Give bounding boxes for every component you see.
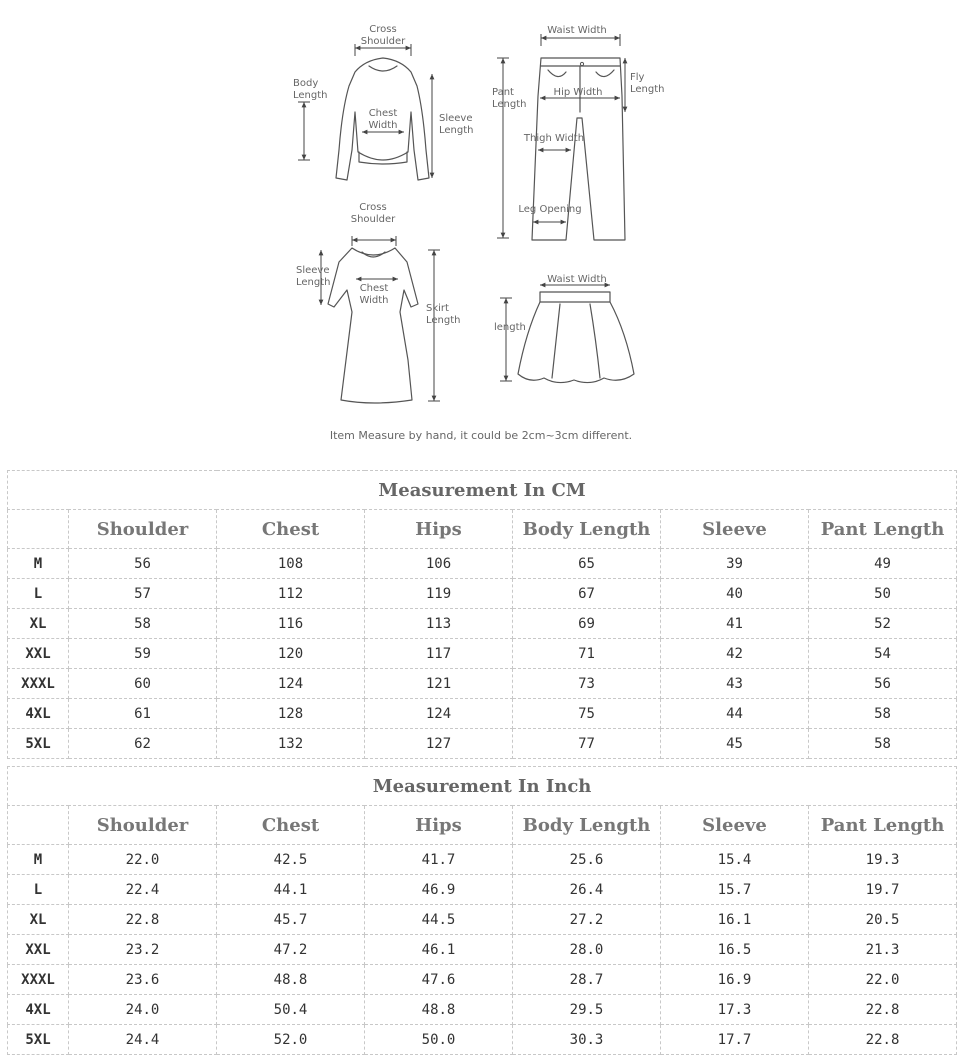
table-row	[8, 549, 957, 579]
table-cell: 40	[661, 579, 809, 609]
table-row	[8, 875, 957, 905]
inch-table-header	[8, 806, 957, 845]
table-row	[8, 935, 957, 965]
size-label: M	[8, 549, 69, 579]
skirt-waist-width-label: Waist Width	[547, 274, 607, 285]
cm-header-cell: Pant Length	[809, 510, 957, 549]
table-cell: 22.4	[69, 875, 217, 905]
table-cell: 124	[217, 669, 365, 699]
table-row	[8, 1025, 957, 1055]
table-cell: 48.8	[365, 995, 513, 1025]
skirt-length-label: length	[494, 322, 526, 333]
size-label: L	[8, 579, 69, 609]
table-cell: 77	[513, 729, 661, 759]
size-label: 4XL	[8, 699, 69, 729]
table-cell: 47.2	[217, 935, 365, 965]
inch-header-cell: Body Length	[513, 806, 661, 845]
size-label: XL	[8, 609, 69, 639]
pants-leg-opening-label: Leg Opening	[518, 204, 582, 215]
table-row	[8, 669, 957, 699]
table-cell: 57	[69, 579, 217, 609]
inch-header-cell: Pant Length	[809, 806, 957, 845]
table-cell: 52.0	[217, 1025, 365, 1055]
inch-size-table	[7, 766, 957, 1055]
table-cell: 59	[69, 639, 217, 669]
table-cell: 46.9	[365, 875, 513, 905]
table-cell: 47.6	[365, 965, 513, 995]
table-cell: 17.3	[661, 995, 809, 1025]
cm-table-header	[8, 510, 957, 549]
table-cell: 112	[217, 579, 365, 609]
table-cell: 41.7	[365, 845, 513, 875]
table-cell: 28.0	[513, 935, 661, 965]
size-label: XXXL	[8, 669, 69, 699]
inch-header-size-blank	[8, 806, 69, 845]
table-cell: 50	[809, 579, 957, 609]
pants-pant-length-label: Pant Length	[492, 87, 527, 110]
table-cell: 54	[809, 639, 957, 669]
size-label: XXXL	[8, 965, 69, 995]
table-cell: 19.7	[809, 875, 957, 905]
table-cell: 121	[365, 669, 513, 699]
table-cell: 42.5	[217, 845, 365, 875]
table-cell: 16.9	[661, 965, 809, 995]
table-cell: 106	[365, 549, 513, 579]
table-cell: 58	[809, 729, 957, 759]
table-cell: 56	[69, 549, 217, 579]
table-cell: 44	[661, 699, 809, 729]
cm-table-title: Measurement In CM	[8, 471, 957, 510]
table-cell: 60	[69, 669, 217, 699]
table-cell: 24.0	[69, 995, 217, 1025]
size-label: 4XL	[8, 995, 69, 1025]
table-cell: 73	[513, 669, 661, 699]
inch-header-cell: Sleeve	[661, 806, 809, 845]
cm-size-table	[7, 470, 957, 759]
top-chest-width-label: Chest Width	[368, 108, 398, 131]
top-garment-figure	[298, 44, 432, 180]
dress-figure	[321, 236, 440, 403]
table-row	[8, 639, 957, 669]
table-cell: 62	[69, 729, 217, 759]
table-cell: 49	[809, 549, 957, 579]
measurement-diagram	[0, 0, 962, 460]
pants-hip-width-label: Hip Width	[553, 87, 603, 98]
table-cell: 50.0	[365, 1025, 513, 1055]
table-cell: 44.5	[365, 905, 513, 935]
table-row	[8, 845, 957, 875]
table-cell: 71	[513, 639, 661, 669]
table-cell: 116	[217, 609, 365, 639]
size-label: XL	[8, 905, 69, 935]
table-cell: 22.8	[809, 1025, 957, 1055]
size-label: 5XL	[8, 729, 69, 759]
pants-fly-length-label: Fly Length	[630, 72, 665, 95]
size-label: XXL	[8, 935, 69, 965]
table-cell: 19.3	[809, 845, 957, 875]
table-cell: 16.5	[661, 935, 809, 965]
pants-waist-width-label: Waist Width	[547, 25, 607, 36]
table-cell: 25.6	[513, 845, 661, 875]
table-cell: 117	[365, 639, 513, 669]
table-cell: 65	[513, 549, 661, 579]
table-cell: 23.2	[69, 935, 217, 965]
table-cell: 58	[809, 699, 957, 729]
measurement-note: Item Measure by hand, it could be 2cm~3cm different.	[329, 429, 633, 442]
size-label: XXL	[8, 639, 69, 669]
table-cell: 45.7	[217, 905, 365, 935]
dress-cross-shoulder-label: Cross Shoulder	[350, 202, 396, 225]
table-cell: 28.7	[513, 965, 661, 995]
dress-chest-width-label: Chest Width	[359, 283, 389, 306]
top-sleeve-length-label: Sleeve Length	[439, 113, 474, 136]
table-cell: 24.4	[69, 1025, 217, 1055]
table-cell: 127	[365, 729, 513, 759]
table-cell: 22.8	[69, 905, 217, 935]
skirt-figure	[500, 285, 634, 383]
table-row	[8, 579, 957, 609]
table-cell: 15.4	[661, 845, 809, 875]
cm-header-cell: Chest	[217, 510, 365, 549]
table-row	[8, 965, 957, 995]
table-cell: 42	[661, 639, 809, 669]
table-row	[8, 995, 957, 1025]
table-cell: 27.2	[513, 905, 661, 935]
table-cell: 23.6	[69, 965, 217, 995]
table-cell: 108	[217, 549, 365, 579]
table-cell: 50.4	[217, 995, 365, 1025]
table-cell: 29.5	[513, 995, 661, 1025]
inch-table-title: Measurement In Inch	[8, 767, 957, 806]
table-cell: 26.4	[513, 875, 661, 905]
table-cell: 132	[217, 729, 365, 759]
inch-header-cell: Shoulder	[69, 806, 217, 845]
table-cell: 56	[809, 669, 957, 699]
table-cell: 69	[513, 609, 661, 639]
top-body-length-label: Body Length	[293, 78, 328, 101]
table-cell: 75	[513, 699, 661, 729]
inch-header-cell: Chest	[217, 806, 365, 845]
table-cell: 41	[661, 609, 809, 639]
table-cell: 30.3	[513, 1025, 661, 1055]
table-cell: 43	[661, 669, 809, 699]
dress-skirt-length-label: Skirt Length	[426, 303, 461, 326]
size-label: L	[8, 875, 69, 905]
table-cell: 58	[69, 609, 217, 639]
table-cell: 67	[513, 579, 661, 609]
table-cell: 22.0	[69, 845, 217, 875]
table-row	[8, 609, 957, 639]
table-cell: 52	[809, 609, 957, 639]
table-cell: 21.3	[809, 935, 957, 965]
table-cell: 128	[217, 699, 365, 729]
cm-header-size-blank	[8, 510, 69, 549]
table-cell: 15.7	[661, 875, 809, 905]
table-row	[8, 905, 957, 935]
size-label: M	[8, 845, 69, 875]
table-cell: 61	[69, 699, 217, 729]
table-cell: 20.5	[809, 905, 957, 935]
dress-sleeve-length-label: Sleeve Length	[296, 265, 331, 288]
table-cell: 22.0	[809, 965, 957, 995]
table-cell: 22.8	[809, 995, 957, 1025]
table-cell: 39	[661, 549, 809, 579]
pants-thigh-width-label: Thigh Width	[523, 133, 585, 144]
table-cell: 48.8	[217, 965, 365, 995]
table-cell: 17.7	[661, 1025, 809, 1055]
cm-header-cell: Hips	[365, 510, 513, 549]
cm-header-cell: Body Length	[513, 510, 661, 549]
table-cell: 44.1	[217, 875, 365, 905]
table-row	[8, 699, 957, 729]
table-cell: 46.1	[365, 935, 513, 965]
table-cell: 124	[365, 699, 513, 729]
table-cell: 120	[217, 639, 365, 669]
table-cell: 119	[365, 579, 513, 609]
top-cross-shoulder-label: Cross Shoulder	[360, 24, 406, 47]
table-cell: 45	[661, 729, 809, 759]
table-cell: 16.1	[661, 905, 809, 935]
table-row	[8, 729, 957, 759]
inch-header-cell: Hips	[365, 806, 513, 845]
size-label: 5XL	[8, 1025, 69, 1055]
table-cell: 113	[365, 609, 513, 639]
cm-header-cell: Shoulder	[69, 510, 217, 549]
cm-header-cell: Sleeve	[661, 510, 809, 549]
